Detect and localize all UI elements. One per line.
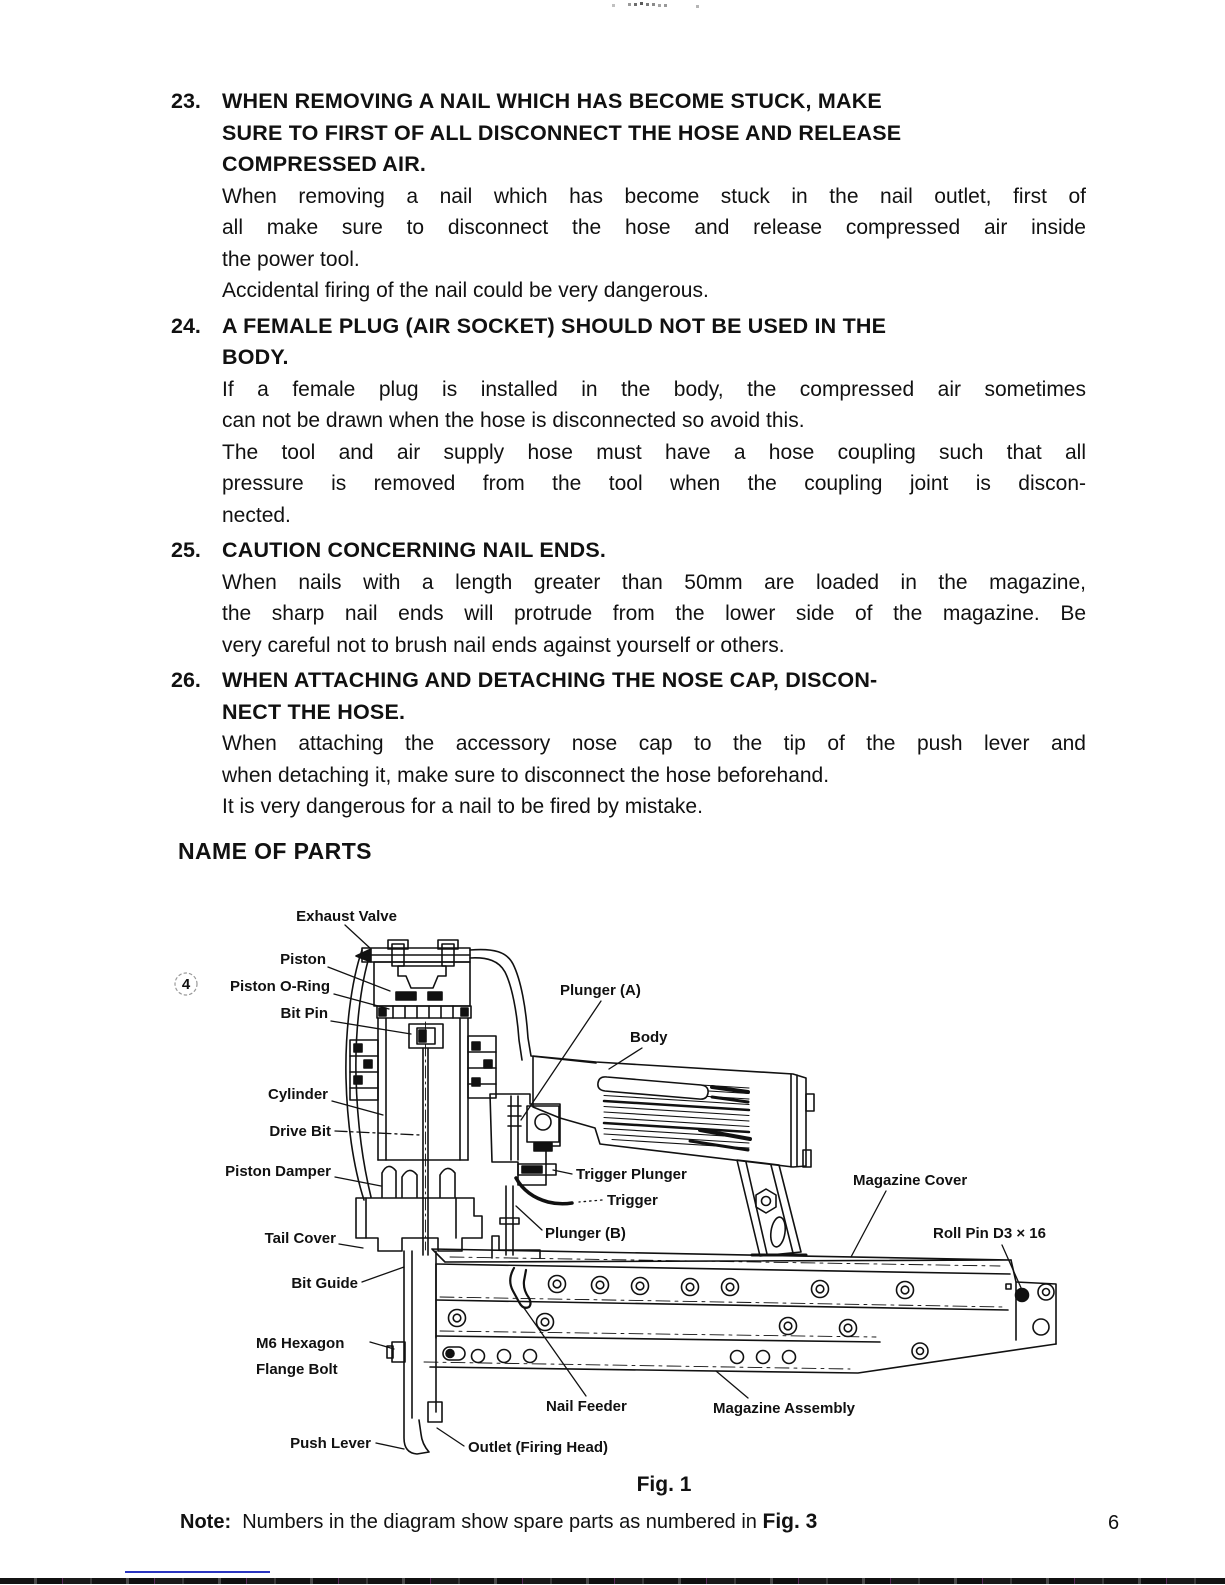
- magazine-bolt-holes: [449, 1276, 929, 1364]
- roll-pin-part: [1006, 1284, 1054, 1335]
- section-heading-line: BODY.: [222, 345, 289, 369]
- section-body-line: nected.: [222, 503, 291, 527]
- section-heading-line: NECT THE HOSE.: [222, 699, 406, 724]
- label-bit-pin: Bit Pin: [280, 1005, 328, 1022]
- parts-section-title: NAME OF PARTS: [178, 838, 372, 864]
- bit-guide-part: [387, 1251, 442, 1454]
- section-body-line: the sharp nail ends will protrude from the lower side of the magazine. Be: [222, 602, 1086, 625]
- label-piston-damper: Piston Damper: [225, 1163, 331, 1180]
- section-24: [171, 311, 1087, 532]
- section-body-line: When removing a nail which has become stuck in the nail outlet, first of: [222, 184, 1086, 208]
- section-heading-line: CAUTION CONCERNING NAIL ENDS.: [222, 538, 607, 562]
- label-plunger-a: Plunger (A): [560, 982, 641, 999]
- label-trigger: Trigger: [607, 1192, 658, 1209]
- section-number: 25.: [171, 538, 201, 562]
- label-plunger-b: Plunger (B): [545, 1225, 626, 1242]
- section-26: [171, 665, 1087, 823]
- label-cylinder: Cylinder: [267, 1086, 328, 1103]
- footnote: [180, 1510, 817, 1534]
- support-strut: [737, 1160, 806, 1256]
- section-body-line: Accidental firing of the nail could be very dangerous.: [222, 279, 709, 302]
- note-label: Note:: [180, 1511, 232, 1533]
- footer-accent-line: [125, 1571, 270, 1573]
- section-body-line: pressure is removed from the tool when the coupling joint is discon-: [222, 472, 1086, 495]
- label-magazine-cover: Magazine Cover: [853, 1172, 968, 1189]
- note-text: Numbers in the diagram show spare parts as numbered in: [242, 1511, 757, 1533]
- body-part: [533, 1056, 814, 1167]
- note-figure-reference: Fig. 3: [762, 1510, 818, 1533]
- section-body-line: When nails with a length greater than 50mm are loaded in the magazine,: [222, 570, 1086, 594]
- section-body-line: all make sure to disconnect the hose and release compressed air inside: [222, 216, 1086, 239]
- label-piston: Piston: [280, 951, 326, 968]
- label-flange-bolt: Flange Bolt: [256, 1361, 338, 1378]
- section-23: [171, 86, 1087, 307]
- section-body-line: can not be drawn when the hose is disconnected so avoid this.: [222, 409, 805, 432]
- section-number: 23.: [171, 89, 201, 113]
- section-body-line: when detaching it, make sure to disconnect the hose beforehand.: [222, 763, 830, 787]
- parts-diagram: [165, 870, 1115, 1505]
- tail-cover-part: [356, 1198, 482, 1251]
- section-body-line: The tool and air supply hose must have a hose coupling such that all: [222, 440, 1086, 464]
- figure-caption: Fig. 1: [636, 1473, 692, 1496]
- section-body-line: If a female plug is installed in the body, the compressed air sometimes: [222, 377, 1086, 401]
- section-content: [222, 311, 1086, 532]
- magazine-drawing: [424, 1249, 1056, 1373]
- section-number: 26.: [171, 668, 201, 692]
- section-number: 24.: [171, 313, 201, 338]
- page-number: 6: [1108, 1512, 1120, 1534]
- label-trigger-plunger: Trigger Plunger: [576, 1166, 687, 1183]
- label-drive-bit: Drive Bit: [269, 1123, 331, 1140]
- label-piston-o-ring: Piston O-Ring: [230, 978, 330, 995]
- bit-pin-part: [409, 1024, 443, 1048]
- section-body-line: When attaching the accessory nose cap to the tip of the push lever and: [222, 732, 1086, 755]
- label-bit-guide: Bit Guide: [291, 1275, 358, 1292]
- label-magazine-assembly: Magazine Assembly: [713, 1400, 855, 1417]
- label-piston-o-ring-number: 4: [181, 976, 191, 993]
- section-25: [171, 535, 1087, 661]
- scan-edge-bar: [0, 1578, 1225, 1584]
- label-body: Body: [630, 1029, 668, 1046]
- label-m6-hexagon: M6 Hexagon: [256, 1335, 345, 1352]
- section-heading-line: A FEMALE PLUG (AIR SOCKET) SHOULD NOT BE USED IN THE: [222, 313, 887, 338]
- section-heading-line: WHEN ATTACHING AND DETACHING THE NOSE CAP, DISCON-: [222, 668, 878, 692]
- diagram-labels: [182, 908, 1046, 1456]
- scan-speckles: [628, 3, 631, 6]
- section-body-line: very careful not to brush nail ends against yourself or others.: [222, 633, 785, 657]
- instruction-sections: [171, 86, 1087, 827]
- section-content: [222, 86, 1086, 307]
- outer-shell: [346, 950, 596, 1200]
- label-nail-feeder: Nail Feeder: [546, 1398, 627, 1415]
- cylinder-part: [378, 1018, 468, 1255]
- section-heading-line: SURE TO FIRST OF ALL DISCONNECT THE HOSE AND RELEASE: [222, 120, 902, 145]
- label-outlet: Outlet (Firing Head): [468, 1439, 608, 1456]
- label-tail-cover: Tail Cover: [264, 1230, 336, 1247]
- section-heading-line: WHEN REMOVING A NAIL WHICH HAS BECOME STUCK, MAKE: [222, 89, 882, 113]
- section-body-line: It is very dangerous for a nail to be fired by mistake.: [222, 795, 703, 818]
- section-content: [222, 665, 1086, 823]
- section-content: [222, 535, 1086, 661]
- section-body-line: the power tool.: [222, 247, 360, 271]
- label-push-lever: Push Lever: [290, 1435, 371, 1452]
- section-heading-line: COMPRESSED AIR.: [222, 152, 427, 176]
- label-exhaust-valve: Exhaust Valve: [296, 908, 397, 925]
- label-roll-pin: Roll Pin D3 × 16: [933, 1225, 1046, 1242]
